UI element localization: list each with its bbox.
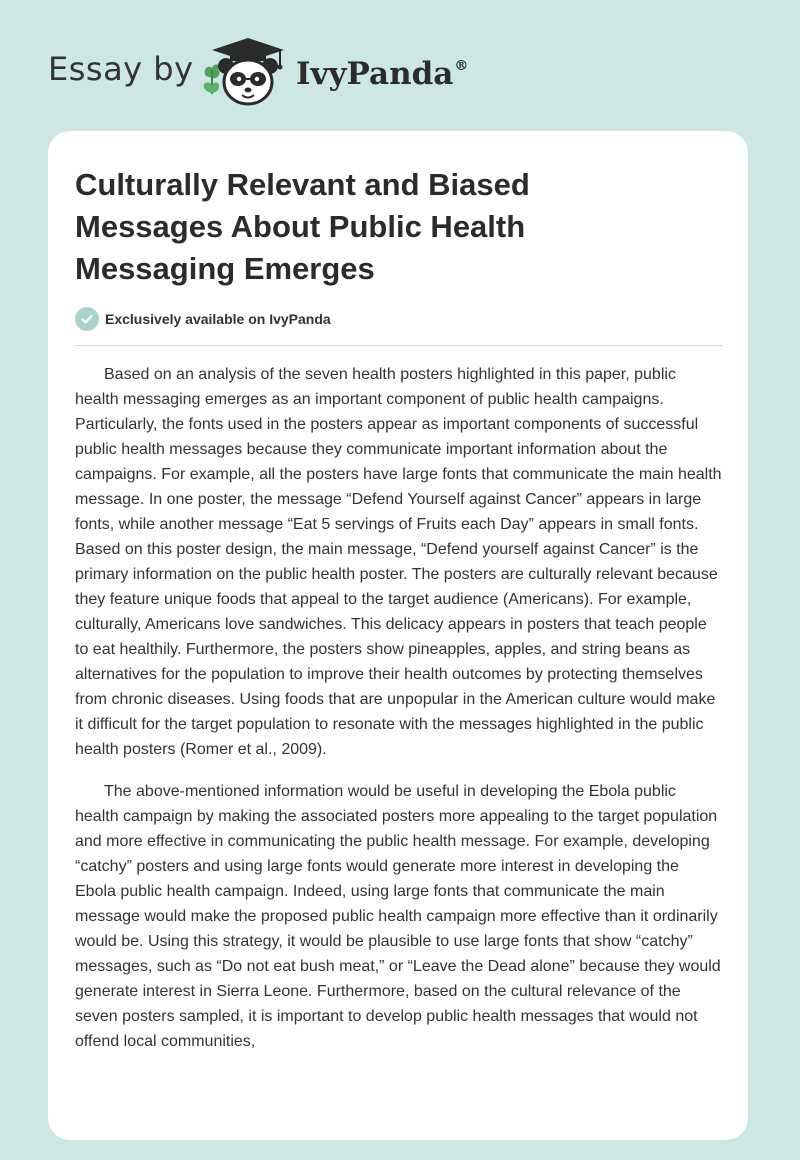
checkmark-icon [75,307,99,331]
essay-title: Culturally Relevant and Biased Messages About Public Health Messaging Emerges [75,167,530,286]
brand-name-text: IvyPanda [296,56,454,92]
paragraph: Based on an analysis of the seven health posters highlighted in this paper, public health messaging emerges as an important component of public health campaigns. Particularly, the fonts used in the posters appear as important components of successful public health messages because they communicate important information about the campaigns. For example, all the posters have large fonts that communicate the main health message. In one poster, the message “Defend Yourself against Cancer” appears in large fonts, while another message “Eat 5 servings of Fruits each Day” appears in small fonts. Based on this poster design, the main message, “Defend yourself against Cancer” is the primary information on the public health poster. The posters are culturally relevant because they feature unique foods that appeal to the target audience (Americans). For example, culturally, Americans love sandwiches. This delicacy appears in posters that teach people to eat healthily. Furthermore, the posters show pineapples, apples, and string beans as alternatives for the population to improve their health outcomes by protecting themselves from chronic diseases. Using foods that are unpopular in the American culture would make it difficult for the target population to resonate with the messages highlighted in the public health posters (Romer et al., 2009). [75,366,722,758]
essay-body [75,362,723,1071]
divider [75,345,723,346]
site-header [0,0,800,130]
ivypanda-logo-icon[interactable] [200,36,292,108]
brand-name[interactable] [296,56,468,92]
exclusive-badge [75,307,331,331]
paragraph: The above-mentioned information would be useful in developing the Ebola public health campaign by making the associated posters more appealing to the target population and more effective in communicating the public health message. For example, developing “catchy” posters and using large fonts would generate more interest in developing the Ebola public health campaign. Indeed, using large fonts that communicate the main message would make the proposed public health campaign more effective than it ordinarily would be. Using this strategy, it would be plausible to use large fonts that show “catchy” messages, such as “Do not eat bush meat,” or “Leave the Dead alone” because they would generate interest in Sierra Leone. Furthermore, based on the cultural relevance of the seven posters sampled, it is important to develop public health messages that would not offend local communities, [75,783,721,1050]
registered-mark: ® [454,58,469,74]
essay-by-label: Essay by [48,50,194,88]
essay-card [48,131,748,1140]
exclusive-label: Exclusively available on IvyPanda [105,311,331,327]
